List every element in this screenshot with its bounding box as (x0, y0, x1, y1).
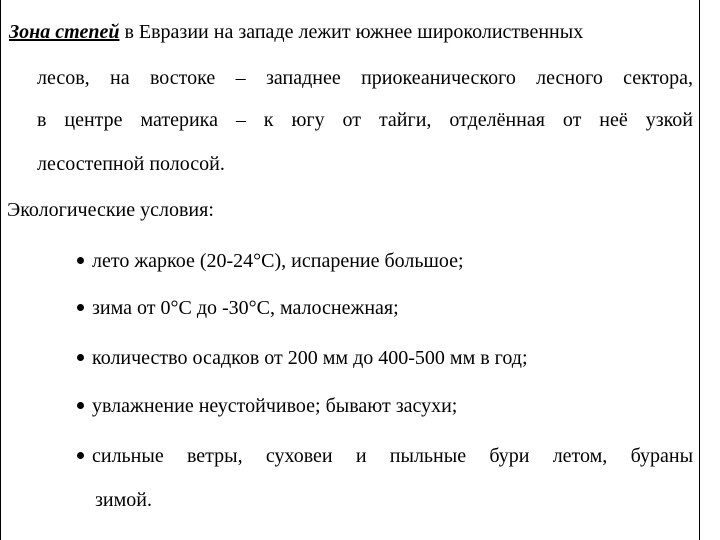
bullet-dot-icon (77, 304, 84, 311)
condition-item (77, 396, 457, 416)
condition-item-text: увлажнение неустойчивое; бывают засухи; (92, 395, 458, 417)
intro-line-3: в центре материка – к югу от тайги, отделённая от неё узкой (37, 109, 693, 131)
condition-item-text: зима от 0°С до -30°С, малоснежная; (92, 297, 399, 319)
condition-item (77, 348, 528, 368)
bullet-dot-icon (77, 354, 84, 361)
condition-item-text: лето жаркое (20-24°С), испарение большое; (92, 250, 464, 272)
intro-line-1-text: в Евразии на западе лежит южнее широколиственных (119, 21, 584, 43)
condition-item-text: количество осадков от 200 мм до 400-500 мм в год; (92, 347, 528, 369)
term-steppe-zone: Зона степей (9, 21, 120, 43)
intro-line-2: лесов, на востоке – западнее приокеанического лесного сектора, (37, 67, 693, 89)
condition-item (77, 298, 399, 318)
condition-item (77, 446, 693, 466)
intro-line-1 (9, 22, 695, 42)
conditions-heading: Экологические условия: (7, 199, 214, 221)
condition-item-text: сильные ветры, суховеи и пыльные бури летом, бураны (92, 445, 693, 467)
bullet-dot-icon (77, 452, 84, 459)
intro-line-4: лесостепной полосой. (37, 153, 225, 175)
bullet-dot-icon (77, 402, 84, 409)
bullet-dot-icon (77, 257, 84, 264)
condition-item (77, 251, 464, 271)
condition-item-continuation: зимой. (95, 489, 152, 511)
